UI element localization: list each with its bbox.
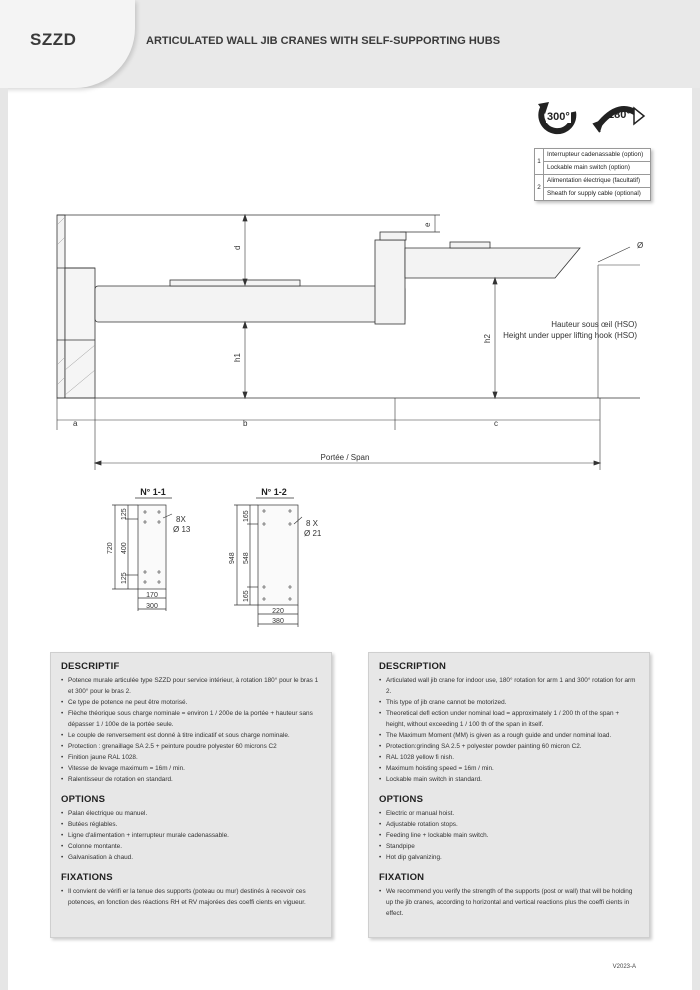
dim-h2-label: h2	[483, 334, 492, 343]
plate-1-2-top: 165	[243, 510, 250, 522]
base-plate-1-2	[222, 484, 332, 632]
fixations-heading: FIXATIONS	[61, 872, 113, 883]
options-heading-fr: OPTIONS	[61, 794, 106, 805]
list-item: • Lockable main switch in standard.	[379, 774, 639, 785]
list-item: • The Maximum Moment (MM) is given as a rough guide and under nominal load.	[379, 730, 639, 741]
list-item: • Theoretical defl ection under nominal load = approximately 1 / 200 th of the span + height, without exceeding 1 / 100 th of the span in itself.	[379, 708, 639, 730]
description-heading: DESCRIPTION	[379, 661, 447, 672]
crane-side-drawing	[0, 195, 700, 480]
list-item: • Galvanisation à chaud.	[61, 852, 321, 863]
dim-diameter-label: Ø	[637, 241, 644, 250]
arm-2	[405, 248, 580, 278]
plate-1-1-bolt-diameter: Ø 13	[173, 525, 191, 534]
list-item: • Ralentisseur de rotation en standard.	[61, 774, 321, 785]
hso-fr-label: Hauteur sous œil (HSO)	[551, 320, 637, 329]
arm-1	[95, 286, 405, 322]
articulation-hub	[375, 240, 405, 324]
options-list-fr	[61, 808, 321, 863]
plate-1-2-bolts: 8 X	[306, 519, 319, 528]
plate-1-2-bottom: 165	[243, 590, 250, 602]
list-item: • Il convient de vérifi er la tenue des supports (poteau ou mur) destinés à recevoir ces potences, en fonction des réactions RH et RV majorées des coeffi cients en vigueur.	[61, 886, 321, 908]
page-header	[0, 0, 700, 88]
list-item: • This type of jib crane cannot be motorized.	[379, 697, 639, 708]
list-item: • Feeding line + lockable main switch.	[379, 830, 639, 841]
legend-row	[535, 175, 651, 188]
rotation-300-label: 300°	[547, 111, 570, 123]
list-item: • Protection:grinding SA 2.5 + polyester powder painting 60 micron C2.	[379, 741, 639, 752]
list-item: • Finition jaune RAL 1028.	[61, 752, 321, 763]
list-item: • Colonne montante.	[61, 841, 321, 852]
list-item: • Potence murale articulée type SZZD pour service intérieur, à rotation 180° pour le bras 1 et 300° pour le bras 2.	[61, 675, 321, 697]
list-item: • Flèche théorique sous charge nominale = environ 1 / 200e de la portée + hauteur sans dépasser 1 / 100e de la portée seule.	[61, 708, 321, 730]
fixations-list	[61, 886, 321, 908]
list-item: • Adjustable rotation stops.	[379, 819, 639, 830]
plate-1-2-bolt-diameter: Ø 21	[304, 529, 322, 538]
dim-e-label: e	[423, 222, 432, 227]
fixation-list	[379, 886, 639, 919]
list-item: • Articulated wall jib crane for indoor use, 180° rotation for arm 1 and 300° rotation for arm 2.	[379, 675, 639, 697]
legend-number: 2	[535, 175, 544, 201]
list-item: • Ligne d'alimentation + interrupteur murale cadenassable.	[61, 830, 321, 841]
hso-en-label: Height under upper lifting hook (HSO)	[503, 331, 637, 340]
wall-plate	[57, 215, 65, 398]
options-heading-en: OPTIONS	[379, 794, 424, 805]
plate-1-2-total: 948	[229, 552, 236, 564]
plate-1-2-outer: 380	[272, 618, 284, 625]
hub-column	[65, 268, 95, 398]
page-title: ARTICULATED WALL JIB CRANES WITH SELF-SUPPORTING HUBS	[146, 35, 501, 47]
english-specs-box	[368, 652, 650, 938]
rotation-180-label: 180°	[608, 109, 631, 121]
dim-h1-label: h1	[233, 353, 242, 362]
list-item: • RAL 1028 yellow fi nish.	[379, 752, 639, 763]
options-legend-table	[534, 148, 651, 201]
version-label: V2023-A	[612, 964, 636, 970]
list-item: • Electric or manual hoist.	[379, 808, 639, 819]
base-plate-1-1	[100, 484, 205, 614]
plate-1-1-outer: 300	[146, 603, 158, 610]
plate-1-1-total: 720	[107, 542, 114, 554]
list-item: • Vitesse de levage maximum = 16m / min.	[61, 763, 321, 774]
plate-1-1-top: 125	[121, 508, 128, 520]
legend-text: Sheath for supply cable (optional)	[544, 188, 651, 201]
legend-text: Alimentation électrique (facultatif)	[544, 175, 651, 188]
plate-1-2-inner: 220	[272, 608, 284, 615]
descriptif-heading: DESCRIPTIF	[61, 661, 120, 672]
list-item: • We recommend you verify the strength of the supports (post or wall) that will be holding up the jib cranes, according to horizontal and vertical reactions plus the coeffi cients in effect.	[379, 886, 639, 919]
list-item: • Hot dip galvanizing.	[379, 852, 639, 863]
plate-1-1-inner: 170	[146, 592, 158, 599]
list-item: • Ce type de potence ne peut être motorisé.	[61, 697, 321, 708]
list-item: • Standpipe	[379, 841, 639, 852]
list-item: • Le couple de renversement est donné à titre indicatif et sous charge nominale.	[61, 730, 321, 741]
plate-1-1-bottom: 125	[121, 572, 128, 584]
plate-1-1-bolts: 8X	[176, 515, 186, 524]
list-item: • Maximum hoisting speed = 16m / min.	[379, 763, 639, 774]
dim-c-label: c	[494, 419, 498, 428]
fixation-heading: FIXATION	[379, 872, 425, 883]
list-item: • Protection : grenaillage SA 2.5 + peinture poudre polyester 60 microns C2	[61, 741, 321, 752]
legend-row	[535, 162, 651, 175]
description-list	[379, 675, 639, 785]
header-tab	[0, 0, 135, 88]
descriptif-list	[61, 675, 321, 785]
plate-1-2-mid: 548	[243, 552, 250, 564]
plate-1-1-title: N° 1-1	[140, 487, 166, 497]
legend-number: 1	[535, 149, 544, 175]
legend-text: Lockable main switch (option)	[544, 162, 651, 175]
legend-row	[535, 149, 651, 162]
plate-1-1-mid: 400	[121, 542, 128, 554]
plate-1-2-title: N° 1-2	[261, 487, 287, 497]
span-label: Portée / Span	[320, 453, 370, 462]
dim-b-label: b	[243, 419, 248, 428]
product-code: SZZD	[30, 30, 77, 49]
list-item: • Butées réglables.	[61, 819, 321, 830]
legend-text: Interrupteur cadenassable (option)	[544, 149, 651, 162]
list-item: • Palan électrique ou manuel.	[61, 808, 321, 819]
options-list-en	[379, 808, 639, 863]
dim-d-label: d	[233, 245, 242, 250]
dim-a-label: a	[73, 419, 78, 428]
french-specs-box	[50, 652, 332, 938]
